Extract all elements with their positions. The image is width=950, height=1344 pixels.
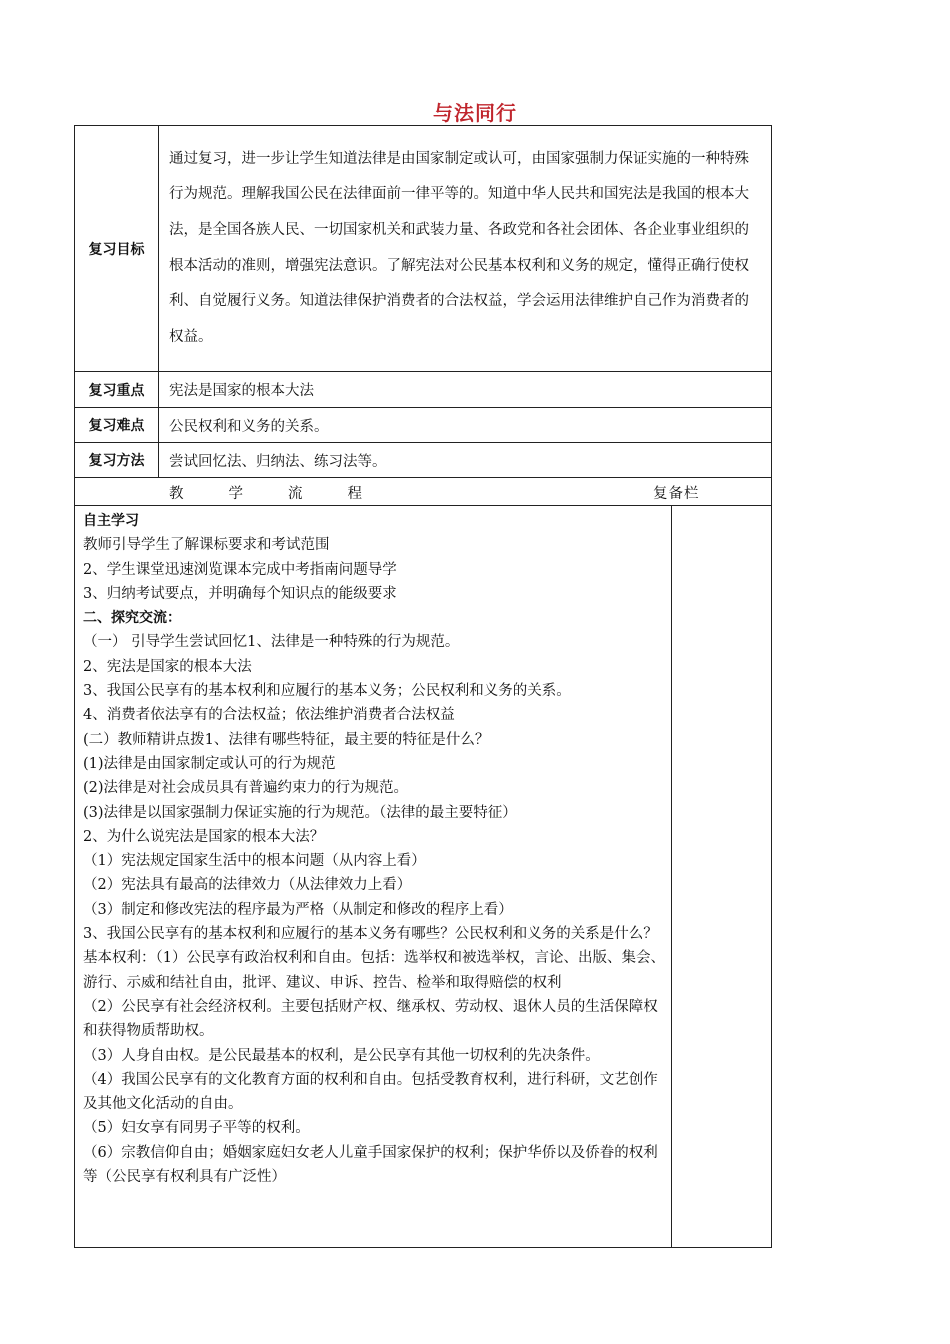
flow-line: 二、探究交流： — [83, 610, 181, 627]
flow-line: 2、宪法是国家的根本大法 — [83, 658, 252, 675]
flow-line: （1）宪法规定国家生活中的根本问题（从内容上看） — [83, 853, 426, 870]
flow-content — [75, 506, 672, 1248]
goal-label: 复习目标 — [75, 126, 159, 372]
flow-header-cell — [75, 478, 772, 506]
flow-line: (二）教师精讲点拨1、法律有哪些特征，最主要的特征是什么？ — [83, 731, 490, 748]
difficulty-label: 复习难点 — [75, 408, 159, 443]
flow-line: 3、归纳考试要点，并明确每个知识点的能级要求 — [83, 585, 397, 602]
flow-line: (1)法律是由国家制定或认可的行为规范 — [83, 755, 336, 772]
method-label: 复习方法 — [75, 443, 159, 478]
flow-line: （3）人身自由权。是公民最基本的权利，是公民享有其他一切权利的先决条件。 — [83, 1047, 600, 1064]
flow-line: （5）妇女享有同男子平等的权利。 — [83, 1120, 310, 1137]
flow-line: 自主学习 — [83, 513, 139, 529]
flow-line: 2、为什么说宪法是国家的根本大法？ — [83, 828, 325, 845]
difficulty-text: 公民权利和义务的关系。 — [159, 408, 772, 443]
flow-line: （一） 引导学生尝试回忆1、法律是一种特殊的行为规范。 — [83, 634, 460, 651]
key-row — [75, 372, 772, 408]
flow-line: （2）宪法具有最高的法律效力（从法律效力上看） — [83, 877, 412, 894]
flow-line: （3）制定和修改宪法的程序最为严格（从制定和修改的程序上看） — [83, 901, 513, 918]
key-label: 复习重点 — [75, 372, 159, 408]
lesson-plan-table — [74, 125, 772, 1248]
prep-column — [672, 506, 772, 1248]
goal-row — [75, 126, 772, 372]
method-text: 尝试回忆法、归纳法、练习法等。 — [159, 443, 772, 478]
flow-line: (3)法律是以国家强制力保证实施的行为规范。（法律的最主要特征） — [83, 804, 517, 821]
prep-header: 复备栏 — [653, 486, 700, 502]
page-title: 与法同行 — [433, 101, 517, 125]
flow-line: 3、我国公民享有的基本权利和应履行的基本义务；公民权利和义务的关系。 — [83, 683, 571, 700]
flow-line: 2、学生课堂迅速浏览课本完成中考指南问题导学 — [83, 561, 397, 578]
key-text: 宪法是国家的根本大法 — [159, 372, 772, 408]
flow-line: (2)法律是对社会成员具有普遍约束力的行为规范。 — [83, 780, 409, 797]
flow-body-row — [75, 506, 772, 1248]
flow-header: 教学流程 — [169, 486, 407, 502]
flow-line: （6）宗教信仰自由；婚姻家庭妇女老人儿童手国家保护的权利；保护华侨以及侨眷的权利等（公民享有权利具有广泛性） — [83, 1144, 658, 1186]
flow-line: （4）我国公民享有的文化教育方面的权利和自由。包括受教育权利，进行科研，文艺创作及其他文化活动的自由。 — [83, 1071, 658, 1113]
method-row — [75, 443, 772, 478]
flow-header-row — [75, 478, 772, 506]
flow-line: 教师引导学生了解课标要求和考试范围 — [83, 537, 330, 554]
flow-line: 3、我国公民享有的基本权利和应履行的基本义务有哪些？公民权利和义务的关系是什么？基本权利：（1）公民享有政治权利和自由。包括：选举权和被选举权，言论、出版、集会、游行、示威和结社自由，批评、建议、申诉、控告、检举和取得赔偿的权利 — [83, 926, 665, 991]
flow-line: 4、消费者依法享有的合法权益；依法维护消费者合法权益 — [83, 707, 455, 724]
difficulty-row — [75, 408, 772, 443]
flow-line: （2）公民享有社会经济权利。主要包括财产权、继承权、劳动权、退休人员的生活保障权和获得物质帮助权。 — [83, 998, 658, 1040]
goal-text: 通过复习，进一步让学生知道法律是由国家制定或认可，由国家强制力保证实施的一种特殊行为规范。理解我国公民在法律面前一律平等的。知道中华人民共和国宪法是我国的根本大法，是全国各族人民、一切国家机关和武装力量、各政党和各社会团体、各企业事业组织的根本活动的准则，增强宪法意识。了解宪法对公民基本权利和义务的规定，懂得正确行使权利、自觉履行义务。知道法律保护消费者的合法权益，学会运用法律维护自己作为消费者的权益。 — [159, 126, 772, 372]
